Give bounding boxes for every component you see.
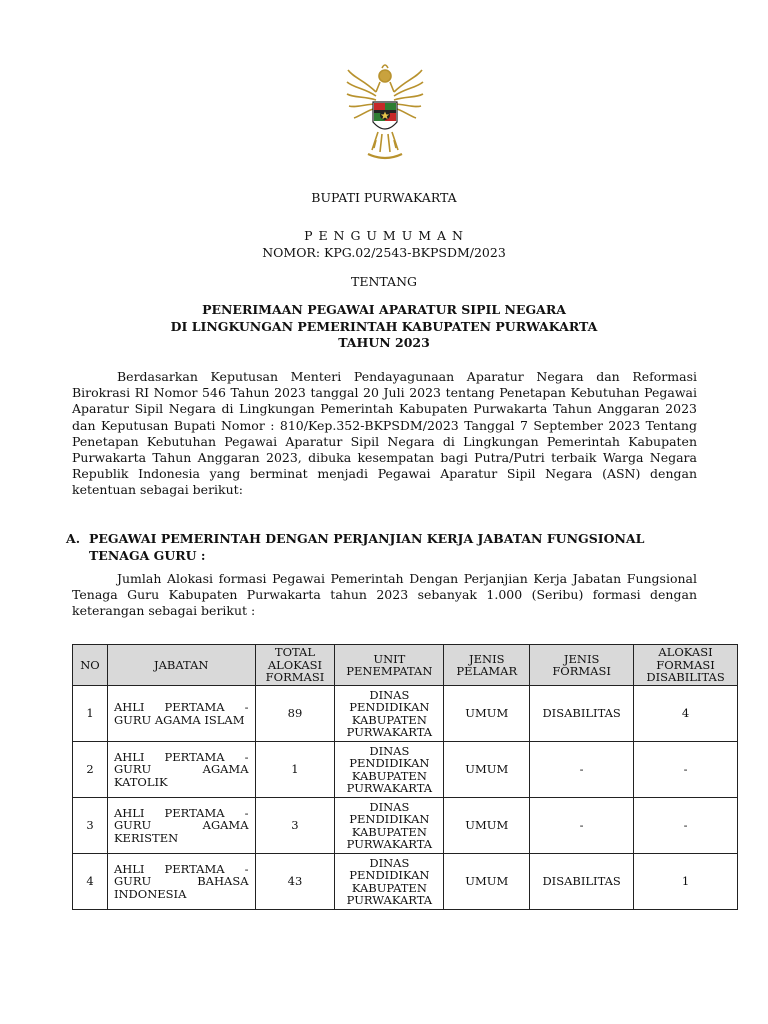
table-row: [73, 854, 738, 910]
header-disabilitas: ALOKASI FORMASI DISABILITAS: [634, 645, 738, 686]
formasi-table: [72, 644, 738, 910]
cell-formasi: DISABILITAS: [530, 854, 634, 910]
cell-jabatan: AHLI PERTAMA - GURU AGAMA KATOLIK: [107, 742, 255, 798]
intro-paragraph: Berdasarkan Keputusan Menteri Pendayagunaan Aparatur Negara dan Reformasi Birokrasi RI Nomor 546 Tahun 2023 tanggal 20 Juli 2023 tentang Penetapan Kebutuhan Pegawai Aparatur Sipil Negara di Lingkungan Pemerintah Kabupaten Purwakarta Tahun Anggaran 2023 dan Keputusan Bupati Nomor : 810/Kep.352-BKPSDM/2023 Tanggal 7 September 2023 Tentang Penetapan Kebutuhan Pegawai Aparatur Sipil Negara di Lingkungan Pemerintah Kabupaten Purwakarta Tahun Anggaran 2023, dibuka kesempatan bagi Putra/Putri terbaik Warga Negara Republik Indonesia yang berminat menjadi Pegawai Aparatur Sipil Negara (ASN) dengan ketentuan sebagai berikut:: [72, 369, 697, 498]
cell-pelamar: UMUM: [444, 854, 530, 910]
table-header-row: [73, 645, 738, 686]
cell-total: 89: [255, 686, 335, 742]
cell-no: 3: [73, 798, 108, 854]
cell-formasi: -: [530, 798, 634, 854]
about-label: TENTANG: [350, 274, 417, 289]
cell-total: 1: [255, 742, 335, 798]
cell-disabilitas: 4: [634, 686, 738, 742]
institution-name: BUPATI PURWAKARTA: [311, 190, 457, 205]
header-formasi: JENIS FORMASI: [530, 645, 634, 686]
cell-disabilitas: 1: [634, 854, 738, 910]
cell-no: 1: [73, 686, 108, 742]
cell-unit: DINAS PENDIDIKAN KABUPATEN PURWAKARTA: [335, 686, 444, 742]
cell-formasi: -: [530, 742, 634, 798]
table-row: [73, 798, 738, 854]
section-a-heading: [66, 530, 666, 564]
header-no: NO: [73, 645, 108, 686]
cell-pelamar: UMUM: [444, 686, 530, 742]
cell-no: 2: [73, 742, 108, 798]
cell-total: 43: [255, 854, 335, 910]
cell-pelamar: UMUM: [444, 798, 530, 854]
document-type: P E N G U M U M A N: [304, 228, 464, 243]
cell-jabatan: AHLI PERTAMA - GURU AGAMA KERISTEN: [107, 798, 255, 854]
table-row: [73, 686, 738, 742]
cell-jabatan: AHLI PERTAMA - GURU AGAMA ISLAM: [107, 686, 255, 742]
header-total: TOTAL ALOKASI FORMASI: [255, 645, 335, 686]
cell-formasi: DISABILITAS: [530, 686, 634, 742]
cell-unit: DINAS PENDIDIKAN KABUPATEN PURWAKARTA: [335, 798, 444, 854]
garuda-emblem-icon: [346, 62, 424, 168]
cell-no: 4: [73, 854, 108, 910]
title-line-2: DI LINGKUNGAN PEMERINTAH KABUPATEN PURWAKARTA: [170, 319, 598, 334]
section-title: PEGAWAI PEMERINTAH DENGAN PERJANJIAN KERJA JABATAN FUNGSIONAL TENAGA GURU :: [89, 531, 645, 563]
cell-pelamar: UMUM: [444, 742, 530, 798]
cell-total: 3: [255, 798, 335, 854]
title-line-1: PENERIMAAN PEGAWAI APARATUR SIPIL NEGARA: [202, 302, 566, 317]
cell-disabilitas: -: [634, 742, 738, 798]
cell-disabilitas: -: [634, 798, 738, 854]
section-letter: A.: [66, 531, 81, 546]
table-row: [73, 742, 738, 798]
header-unit: UNIT PENEMPATAN: [335, 645, 444, 686]
title-line-3: TAHUN 2023: [338, 335, 430, 350]
section-a-paragraph: Jumlah Alokasi formasi Pegawai Pemerintah Dengan Perjanjian Kerja Jabatan Fungsional Tenaga Guru Kabupaten Purwakarta tahun 2023 sebanyak 1.000 (Seribu) formasi dengan keterangan sebagai berikut :: [72, 571, 697, 619]
cell-jabatan: AHLI PERTAMA - GURU BAHASA INDONESIA: [107, 854, 255, 910]
header-pelamar: JENIS PELAMAR: [444, 645, 530, 686]
cell-unit: DINAS PENDIDIKAN KABUPATEN PURWAKARTA: [335, 854, 444, 910]
document-number: NOMOR: KPG.02/2543-BKPSDM/2023: [262, 245, 506, 260]
cell-unit: DINAS PENDIDIKAN KABUPATEN PURWAKARTA: [335, 742, 444, 798]
header-jabatan: JABATAN: [107, 645, 255, 686]
